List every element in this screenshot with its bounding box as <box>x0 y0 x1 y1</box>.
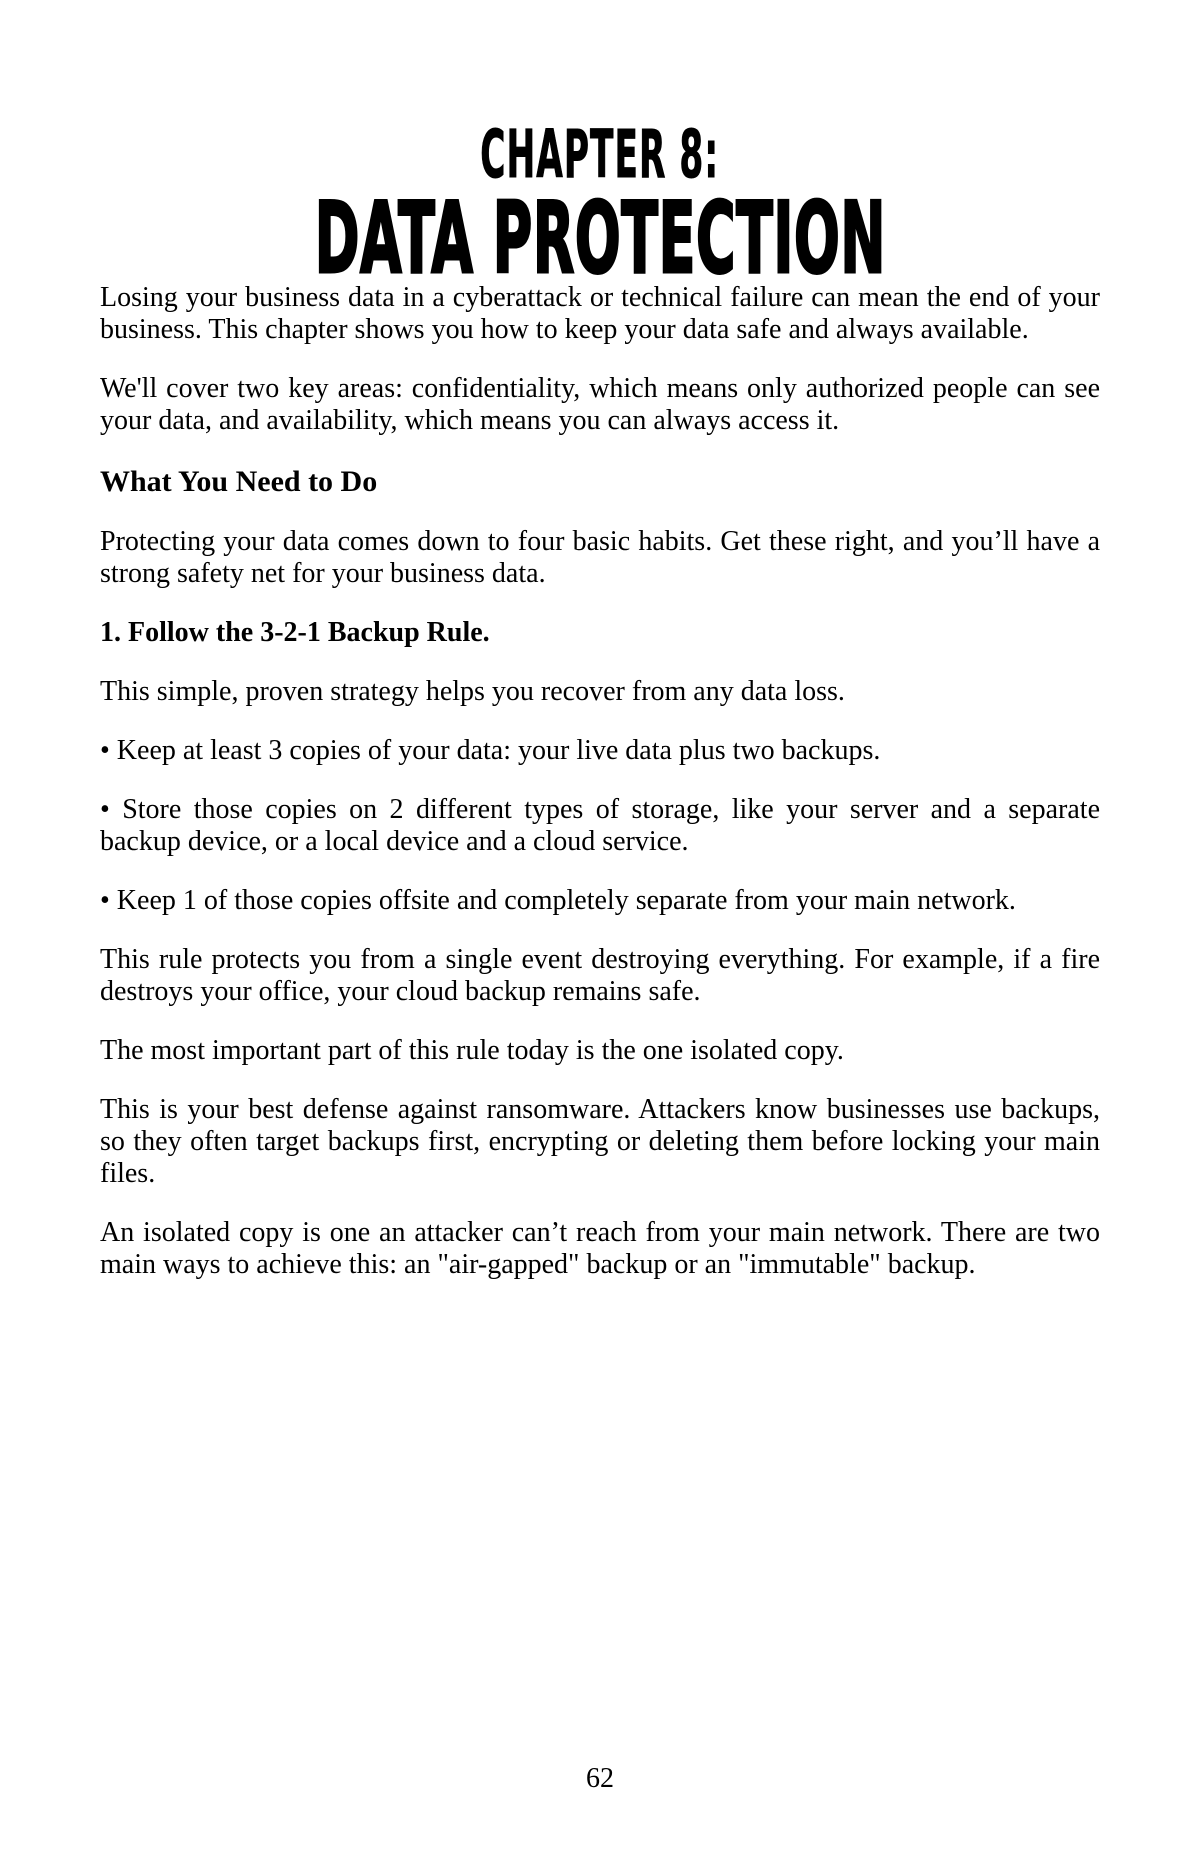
paragraph: Losing your business data in a cyberattack or technical failure can mean the end of your business. This chapter shows you how to keep your data safe and always available. <box>100 282 1100 345</box>
chapter-header <box>0 0 1200 296</box>
content-blocks <box>100 282 1100 1281</box>
paragraph: The most important part of this rule today is the one isolated copy. <box>100 1035 844 1066</box>
section-heading: What You Need to Do <box>100 465 378 498</box>
chapter-title-text: DATA PROTECTION <box>314 182 886 296</box>
paragraph: An isolated copy is one an attacker can’t reach from your main network. There are two main ways to achieve this: an "air-gapped" backup or an "immutable" backup. <box>100 1217 1100 1280</box>
paragraph: This rule protects you from a single event destroying everything. For example, if a fire destroys your office, your cloud backup remains safe. <box>100 944 1100 1007</box>
paragraph: This simple, proven strategy helps you recover from any data loss. <box>100 676 845 707</box>
paragraph: Protecting your data comes down to four basic habits. Get these right, and you’ll have a strong safety net for your business data. <box>100 526 1100 589</box>
bullet-item: • Store those copies on 2 different types of storage, like your server and a separate backup device, or a local device and a cloud service. <box>100 794 1100 857</box>
bullet-item: • Keep at least 3 copies of your data: your live data plus two backups. <box>100 735 881 766</box>
bold-subheading: 1. Follow the 3-2-1 Backup Rule. <box>100 617 490 648</box>
chapter-title <box>0 182 1200 296</box>
chapter-label <box>0 116 1200 193</box>
page-number: 62 <box>586 1763 614 1794</box>
bullet-item: • Keep 1 of those copies offsite and completely separate from your main network. <box>100 885 1016 916</box>
paragraph: We'll cover two key areas: confidentiality, which means only authorized people can see your data, and availability, which means you can always access it. <box>100 373 1100 436</box>
paragraph: This is your best defense against ransomware. Attackers know businesses use backups, so they often target backups first, encrypting or deleting them before locking your main files. <box>100 1094 1100 1189</box>
chapter-label-text: CHAPTER 8: <box>480 116 720 193</box>
